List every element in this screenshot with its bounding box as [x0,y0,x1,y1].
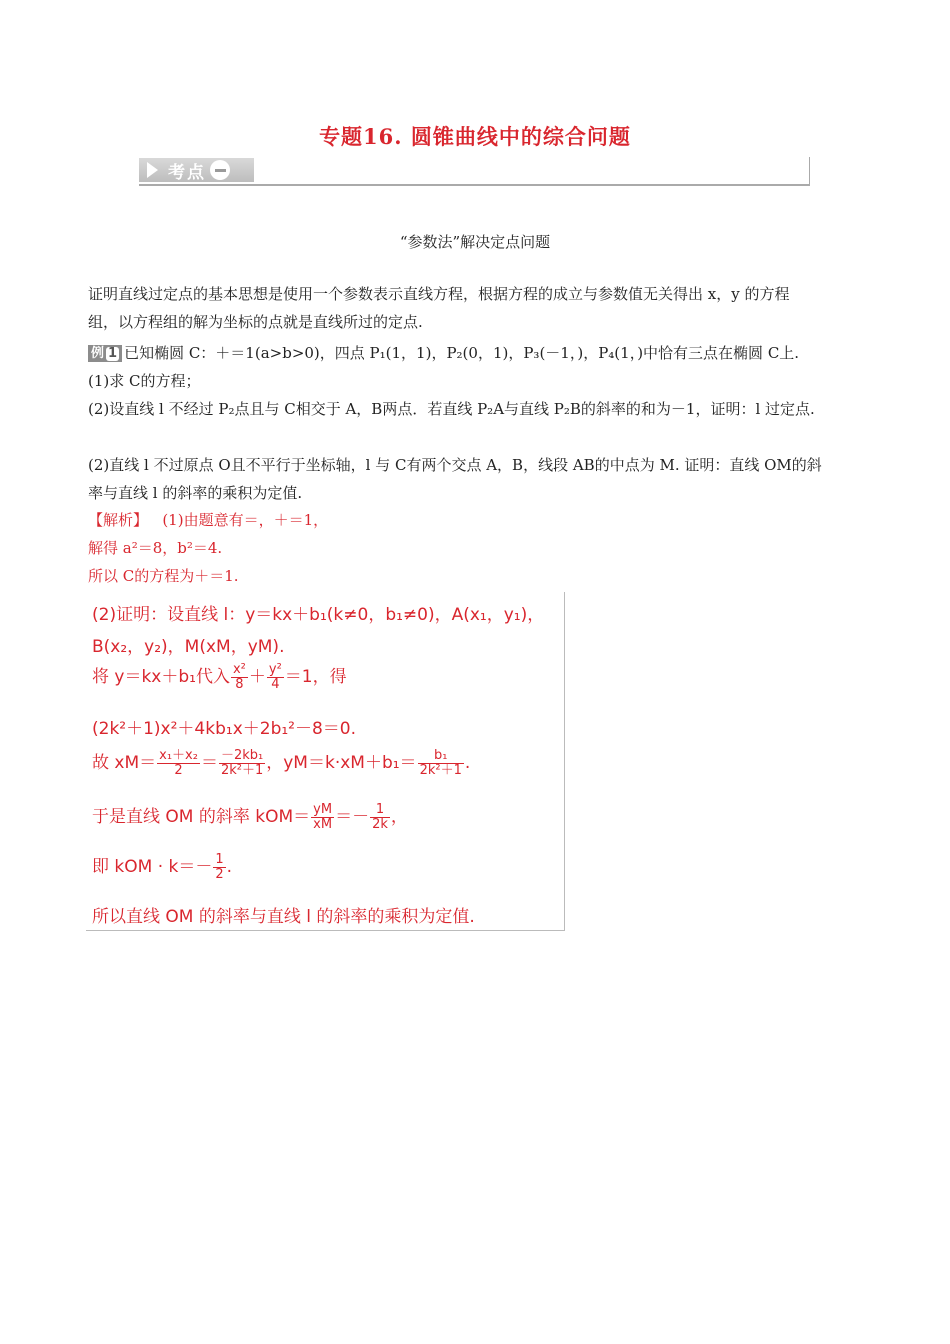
proof-line-7: 即 kOM · k＝－ $\frac{1}{2}$ . [92,851,233,882]
solution-line-2: 解得 a²＝8，b²＝4. [88,539,223,557]
solution-head: 【解析】 [88,511,149,529]
question-1: (1)求 C的方程； [88,372,201,390]
proof-line-6: 于是直线 OM 的斜率 kOM＝ $\frac{yM}{xM}$ ＝－ $\frac{1}{2k}$ ， [92,801,408,832]
proof-image-box [86,592,565,931]
section-tag-label: 考点 [168,162,206,183]
section-bar [139,157,810,186]
section-subtitle: “参数法”解决定点问题 [399,233,551,251]
proof-line-1: (2)证明：设直线 l：y＝kx＋b₁(k≠0，b₁≠0)，A(x₁，y₁)， [92,605,545,625]
example-line-1 [88,343,799,363]
proof-line-8: 所以直线 OM 的斜率与直线 l 的斜率的乘积为定值. [92,907,475,927]
proof-line-4: (2k²＋1)x²＋4kb₁x＋2b₁²－8＝0. [92,719,357,739]
proof-line-5: 故 xM＝ $\frac{\text{x₁＋x₂}}{2}$ ＝ $\frac{\text{－2kb₁}}{\text{2k²＋1}}$ ，yM＝k·xM＋b₁＝ $\frac{\text{b₁}}{\text{2k²＋1}}$ . [92,747,471,778]
intro-line-2: 组，以方程组的解为坐标的点就是直线所过的定点. [88,313,423,331]
question-3-line-1: (2)直线 l 不过原点 O且不平行于坐标轴，l 与 C有两个交点 A，B，线段 AB的中点为 M. 证明：直线 OM的斜 [88,456,822,474]
play-arrow-icon [147,162,158,178]
question-2: (2)设直线 l 不经过 P₂点且与 C相交于 A，B两点．若直线 P₂A与直线 P₂B的斜率的和为－1，证明：l 过定点. [88,400,815,418]
intro-line-1: 证明直线过定点的基本思想是使用一个参数表示直线方程，根据方程的成立与参数值无关得出 x，y 的方程 [88,285,790,303]
example-text: 已知椭圆 C：＋＝1(a>b>0)，四点 P₁(1，1)，P₂(0，1)，P₃(－1，)，P₄(1，)中恰有三点在椭圆 C上. [124,344,800,362]
solution-line-1: 【解析】 (1)由题意有＝，＋＝1， [88,511,329,529]
question-3-line-2: 率与直线 l 的斜率的乘积为定值. [88,484,303,502]
proof-line-3: 将 y＝kx＋b₁代入 $\frac{\text{x²}}{8}$ ＋ $\frac{\text{y²}}{4}$ ＝1，得 [92,661,347,692]
minus-circle-icon [210,160,230,180]
page-title: 专题16. 圆锥曲线中的综合问题 [319,124,631,149]
solution-line-3: 所以 C的方程为＋＝1. [88,567,239,585]
section-tag [139,158,254,182]
example-badge: 例 1 [88,345,122,362]
proof-line-2: B(x₂，y₂)，M(xM，yM). [92,637,285,657]
